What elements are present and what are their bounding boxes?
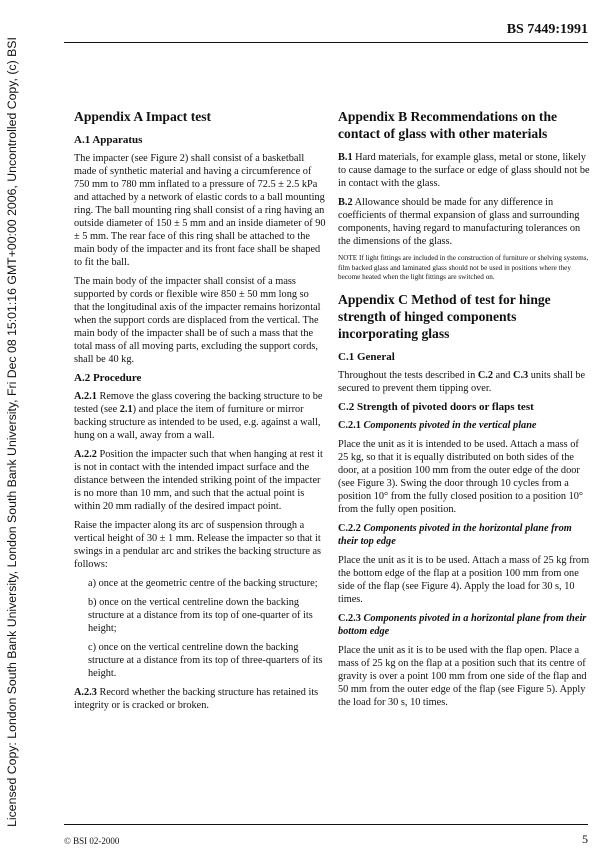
clause-c21-heading	[338, 419, 590, 432]
section-c1-heading: C.1 General	[338, 350, 395, 363]
clause-number: A.2.1	[74, 391, 97, 402]
list-item-a: a) once at the geometric centre of the backing structure;	[88, 578, 318, 589]
clause-reference: 2.1	[119, 404, 133, 415]
clause-b1	[338, 151, 590, 190]
clause-a23	[74, 686, 326, 712]
document-id: BS 7449:1991	[506, 22, 588, 37]
clause-title: Components pivoted in the vertical plane	[360, 419, 537, 431]
clause-title: Components pivoted in a horizontal plane from their bottom edge	[338, 612, 587, 637]
header-rule	[64, 42, 588, 43]
clause-text: Allowance should be made for any difference in coefficients of thermal expansion of glass and surrounding components, having regard to manufacturing tolerances on the dimensions of the glass.	[338, 197, 581, 247]
clause-number: A.2.3	[74, 687, 97, 698]
clause-title: Components pivoted in the horizontal plane from their top edge	[338, 522, 572, 547]
clause-text: Hard materials, for example glass, metal or stone, likely to cause damage to the surface or edge of glass should not be in contact with the glass.	[338, 152, 590, 189]
clause-text: Position the impacter such that when hanging at rest it is not in contact with the intended impact surface and the distance between the intended striking point of the impacter is no more than 10 mm, and such that the actual point is within 20 mm radially of the desired impact point.	[74, 449, 323, 512]
note: NOTE If light fittings are included in the construction of furniture or shelving systems, film backed glass and laminated glass should not be used in positions where they become heated when the light fittings are switched on.	[338, 254, 589, 281]
clause-c22-text: Place the unit as it is to be used. Attach a mass of 25 kg from the bottom edge of the flap at a position 100 mm from one side of the flap (see Figure 4). Apply the load for 30 s, 10 times.	[338, 554, 590, 605]
section-a1-heading: A.1 Apparatus	[74, 134, 143, 146]
clause-reference: C.3	[513, 369, 529, 381]
clause-text: Remove the glass covering the backing structure to be tested (see	[74, 391, 323, 415]
general-paragraph	[338, 369, 590, 395]
clause-number: A.2.2	[74, 449, 97, 460]
clause-number: B.2	[338, 197, 353, 208]
appendix-a-title: Appendix A Impact test	[74, 109, 212, 124]
right-column	[338, 108, 590, 715]
appendix-b-title: Appendix B Recommendations on the contact of glass with other materials	[338, 109, 558, 141]
list-item-b: b) once on the vertical centreline down the backing structure at a distance from its top of one-quarter of its height;	[88, 597, 313, 634]
clause-number: C.2.2	[338, 522, 361, 534]
page-number: 5	[582, 832, 588, 846]
clause-text: ) and place the item of furniture or mirror backing structure as intended to be used, e.g. against a wall, hung on a wall, away from a wall.	[74, 404, 321, 441]
footer-copyright: © BSI 02-2000	[64, 836, 120, 846]
license-text: Licensed Copy: London South Bank University, London South Bank University, Fri Dec 08 15:01:16 GMT+00:00 2006, Uncontrolled Copy, (c) BSI	[5, 37, 19, 827]
procedure-paragraph: Raise the impacter along its arc of suspension through a vertical height of 30 ± 1 mm. Release the impacter so that it swings in a pendular arc and strikes the backing structure as follows:	[74, 520, 322, 570]
clause-number: B.1	[338, 152, 353, 163]
footer-rule	[64, 824, 588, 825]
section-a2-heading: A.2 Procedure	[74, 372, 142, 384]
clause-c23-text: Place the unit as it is to be used with the flap open. Place a mass of 25 kg on the flap at a position such that its centre of gravity is over a point 100 mm from one side of the flap and 50 mm from the outer edge of the flap (see Figure 5). Apply the load for 30 s, 10 times.	[338, 644, 587, 708]
apparatus-paragraph-1: The impacter (see Figure 2) shall consist of a basketball made of synthetic material and having a circumference of 750 mm to 780 mm inflated to a pressure of 72.5 ± 2.5 kPa and attached by a network of elastic cords to a ball mounting ring. The ball mounting ring shall consist of a ring having an outside diameter of 150 ± 5 mm and an inside diameter of 90 ± 5 mm. The rear face of this ring shall be attached to the main body of the impacter and its front face shall be shaped to fit the ball.	[74, 153, 326, 268]
license-watermark	[2, 8, 22, 856]
apparatus-paragraph-2: The main body of the impacter shall consist of a mass supported by cords or flexible wire 850 ± 50 mm long so that the longitudinal axis of the impacter remains horizontal when the support cords are displaced from the vertical. The main body of the impacter shall be of such a mass that the total mass of all moving parts, excluding the support cords, shall be 40 kg.	[74, 276, 321, 365]
clause-c23-heading	[338, 612, 590, 638]
clause-text: and	[493, 369, 514, 381]
clause-c22-heading	[338, 522, 590, 548]
clause-reference: C.2	[477, 369, 494, 381]
clause-b2	[338, 196, 590, 248]
clause-a22	[74, 448, 326, 513]
clause-text: Record whether the backing structure has retained its integrity or is cracked or broken.	[74, 687, 319, 711]
clause-text: units shall be secured to prevent them tipping over.	[338, 369, 586, 394]
appendix-c-title: Appendix C Method of test for hinge strength of hinged components incorporating glass	[338, 291, 551, 341]
clause-number: C.2.1	[338, 419, 361, 431]
left-column	[74, 108, 326, 718]
clause-text: Throughout the tests described in	[338, 369, 478, 381]
clause-a21	[74, 390, 326, 442]
clause-number: C.2.3	[338, 612, 361, 624]
section-c2-heading: C.2 Strength of pivoted doors or flaps test	[338, 400, 534, 413]
list-item-c: c) once on the vertical centreline down the backing structure at a distance from its top of three-quarters of its height.	[88, 642, 323, 679]
clause-c21-text: Place the unit as it is intended to be used. Attach a mass of 25 kg, so that it is equally distributed on both sides of the door, at a position 100 mm from the outer edge of the door (see Figure 3). Swing the door through 10 cycles from a position 10° from the fully closed position to a position 10° from the fully open position.	[338, 438, 584, 515]
